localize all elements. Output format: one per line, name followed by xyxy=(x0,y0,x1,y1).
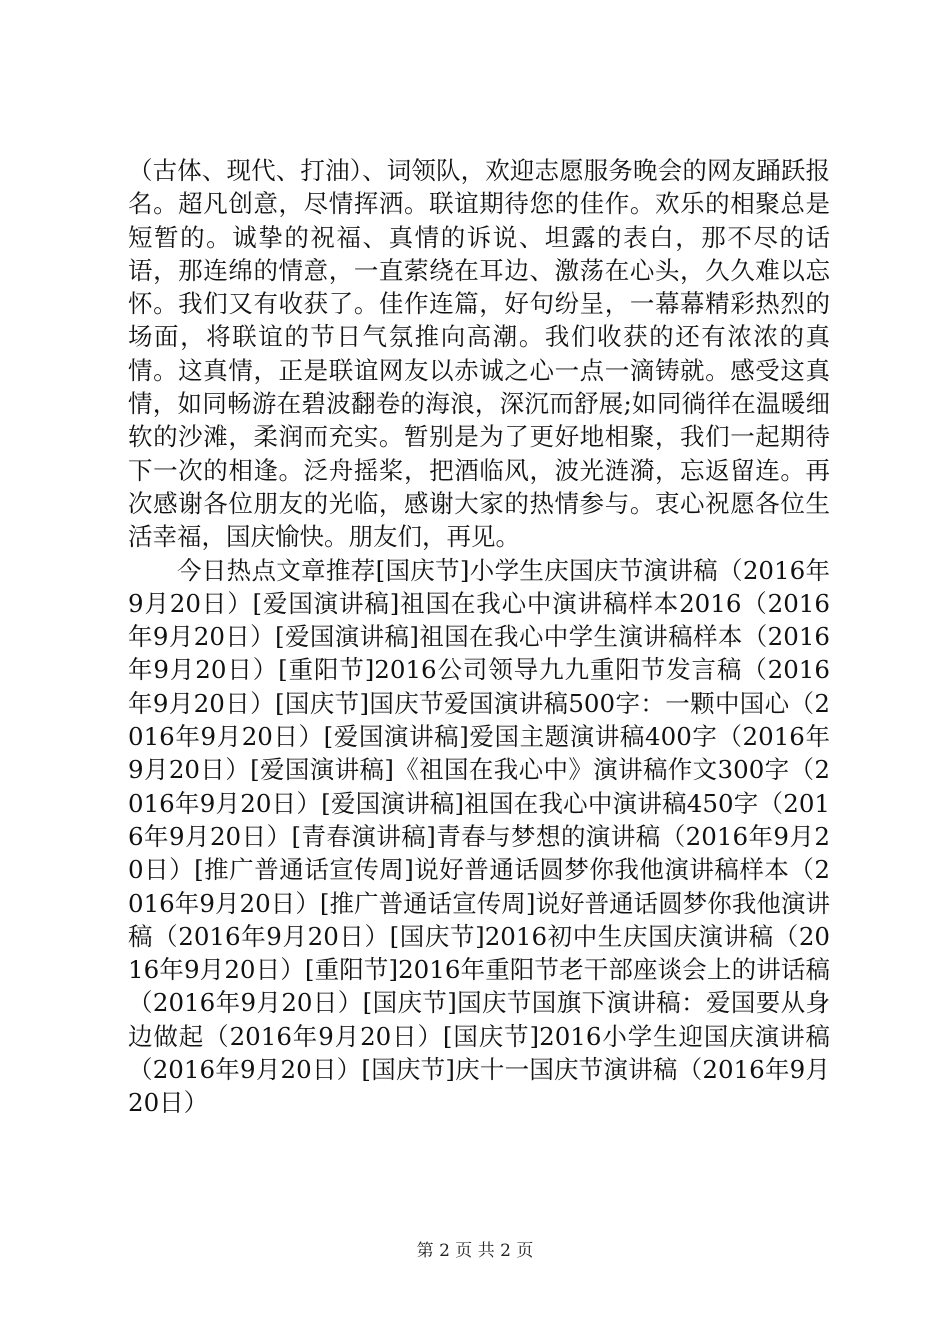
document-body xyxy=(128,154,830,1120)
page-number-footer: 第 2 页 共 2 页 xyxy=(416,1241,534,1261)
paragraph-closing-remarks: （古体、现代、打油）、词领队，欢迎志愿服务晚会的网友踊跃报名。超凡创意，尽情挥洒。联谊期待您的佳作。欢乐的相聚总是短暂的。诚挚的祝福、真情的诉说、坦露的表白，那不尽的话语，那连绵的情意，一直萦绕在耳边、激荡在心头，久久难以忘怀。我们又有收获了。佳作连篇，好句纷呈，一幕幕精彩热烈的场面，将联谊的节日气氛推向高潮。我们收获的还有浓浓的真情。这真情，正是联谊网友以赤诚之心一点一滴铸就。感受这真情，如同畅游在碧波翻卷的海浪，深沉而舒展;如同徜徉在温暖细软的沙滩，柔润而充实。暂别是为了更好地相聚，我们一起期待下一次的相逢。泛舟摇桨，把酒临风，波光涟漪，忘返留连。再次感谢各位朋友的光临，感谢大家的热情参与。衷心祝愿各位生活幸福，国庆愉快。朋友们，再见。 xyxy=(128,156,830,552)
paragraph-recommended-articles: 今日热点文章推荐[国庆节]小学生庆国庆节演讲稿（2016年9月20日）[爱国演讲稿]祖国在我心中演讲稿样本2016（2016年9月20日）[爱国演讲稿]祖国在我心中学生演讲稿样本（2016年9月20日）[重阳节]2016公司领导九九重阳节发言稿（2016年9月20日）[国庆节]国庆节爱国演讲稿500字：一颗中国心（2016年9月20日）[爱国演讲稿]爱国主题演讲稿400字（2016年9月20日）[爱国演讲稿]《祖国在我心中》演讲稿作文300字（2016年9月20日）[爱国演讲稿]祖国在我心中演讲稿450字（2016年9月20日）[青春演讲稿]青春与梦想的演讲稿（2016年9月20日）[推广普通话宣传周]说好普通话圆梦你我他演讲稿样本（2016年9月20日）[推广普通话宣传周]说好普通话圆梦你我他演讲稿（2016年9月20日）[国庆节]2016初中生庆国庆演讲稿（2016年9月20日）[重阳节]2016年重阳节老干部座谈会上的讲话稿（2016年9月20日）[国庆节]国庆节国旗下演讲稿：爱国要从身边做起（2016年9月20日）[国庆节]2016小学生迎国庆演讲稿（2016年9月20日）[国庆节]庆十一国庆节演讲稿（2016年9月20日） xyxy=(128,555,830,1118)
